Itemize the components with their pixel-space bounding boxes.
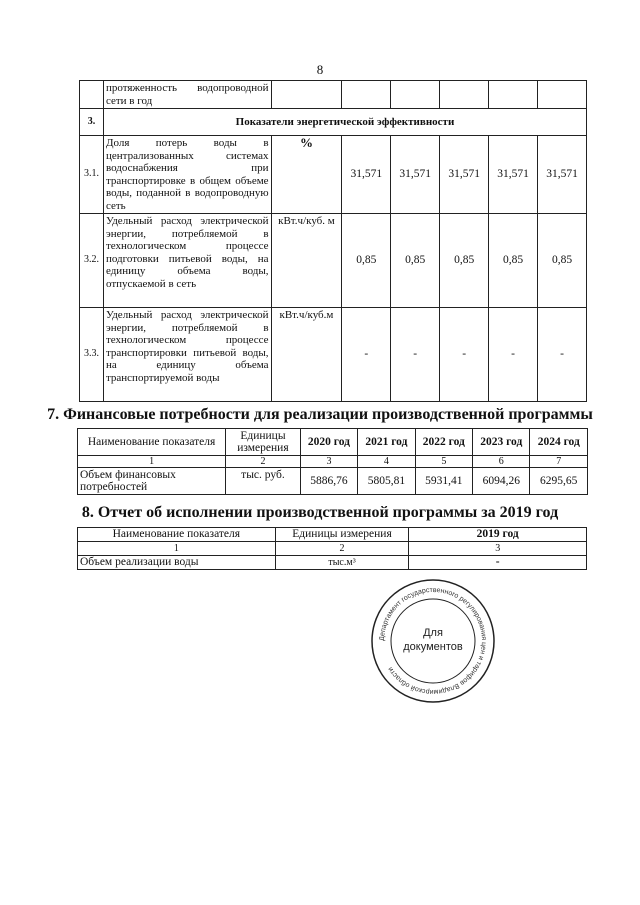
stamp-seal: [370, 578, 496, 704]
row-description: Удельный расход электрической энергии, потребляемой в технологическом процессе подготовки питьевой воды, на единицу объема воды, отпускаемой в сеть: [103, 214, 271, 308]
program-report-table: [77, 527, 587, 570]
header-row: [78, 528, 587, 542]
table-row: [78, 556, 587, 570]
table-cell: 0,85: [489, 214, 538, 308]
row-name: Объем реализации воды: [78, 556, 276, 570]
section-number: 3.: [80, 109, 104, 136]
column-header: 2024 год: [530, 429, 588, 456]
column-header: 2022 год: [415, 429, 472, 456]
table-cell: 5886,76: [300, 468, 357, 495]
column-header: 2021 год: [358, 429, 415, 456]
header-row: [78, 429, 588, 456]
table-row: [78, 468, 588, 495]
section-title: Показатели энергетической эффективности: [103, 109, 586, 136]
column-header: Наименование показателя: [78, 429, 226, 456]
row-description: протяженность водопроводной сети в год: [103, 81, 271, 109]
table-cell: 6295,65: [530, 468, 588, 495]
index-cell: 5: [415, 456, 472, 468]
column-header: 2023 год: [473, 429, 530, 456]
index-cell: 1: [78, 456, 226, 468]
section-row: [80, 109, 587, 136]
row-number: 3.3.: [80, 308, 104, 402]
table-row: [80, 136, 587, 214]
section-8-heading: 8. Отчет об исполнении производственной программы за 2019 год: [81, 504, 559, 521]
table-cell: -: [489, 308, 538, 402]
table-row: [80, 308, 587, 402]
stamp-ring-text: Департамент государственного регулирования цен и тарифов Владимирской области: [378, 586, 488, 696]
table-cell: 31,571: [538, 136, 587, 214]
table-row: [80, 214, 587, 308]
table-cell: 0,85: [440, 214, 489, 308]
column-header: 2019 год: [409, 528, 587, 542]
index-cell: 3: [409, 542, 587, 556]
table-cell: -: [409, 556, 587, 570]
row-description: Удельный расход электрической энергии, потребляемой в технологическом процессе транспортировки питьевой воды, на единицу объема транспортируемой воды: [103, 308, 271, 402]
table-cell: 0,85: [538, 214, 587, 308]
index-row: [78, 456, 588, 468]
table-cell: -: [391, 308, 440, 402]
table-cell: 31,571: [440, 136, 489, 214]
index-cell: 3: [300, 456, 357, 468]
energy-efficiency-table: [79, 80, 587, 402]
index-cell: 1: [78, 542, 276, 556]
table-cell: -: [538, 308, 587, 402]
column-header: Единицы измерения: [275, 528, 409, 542]
index-cell: 7: [530, 456, 588, 468]
table-cell: 0,85: [391, 214, 440, 308]
row-unit: кВт.ч/куб. м: [271, 214, 342, 308]
index-row: [78, 542, 587, 556]
row-number: 3.1.: [80, 136, 104, 214]
financial-needs-table: [77, 428, 588, 495]
table-cell: 31,571: [489, 136, 538, 214]
table-cell: 6094,26: [473, 468, 530, 495]
table-cell: 0,85: [342, 214, 391, 308]
index-cell: 2: [226, 456, 301, 468]
row-unit: тыс.м³: [275, 556, 409, 570]
page-number: 8: [316, 62, 324, 77]
table-row: [80, 81, 587, 109]
stamp-line-1: Для: [423, 627, 443, 639]
section-7-heading: 7. Финансовые потребности для реализации производственной программы: [47, 406, 593, 423]
column-header: Наименование показателя: [78, 528, 276, 542]
index-cell: 2: [275, 542, 409, 556]
table-cell: -: [440, 308, 489, 402]
table-cell: 31,571: [391, 136, 440, 214]
row-unit: тыс. руб.: [226, 468, 301, 495]
column-header: 2020 год: [300, 429, 357, 456]
table-cell: 5805,81: [358, 468, 415, 495]
row-name: Объем финансовых потребностей: [78, 468, 226, 495]
table-cell: 31,571: [342, 136, 391, 214]
row-description: Доля потерь воды в централизованных системах водоснабжения при транспортировке в общем объеме воды, поданной в водопроводную сеть: [103, 136, 271, 214]
table-cell: 5931,41: [415, 468, 472, 495]
stamp-line-2: документов: [403, 641, 463, 653]
index-cell: 4: [358, 456, 415, 468]
row-unit: %: [271, 136, 342, 214]
column-header: Единицы измерения: [226, 429, 301, 456]
row-unit: кВт.ч/куб.м: [271, 308, 342, 402]
table-cell: -: [342, 308, 391, 402]
row-number: 3.2.: [80, 214, 104, 308]
index-cell: 6: [473, 456, 530, 468]
